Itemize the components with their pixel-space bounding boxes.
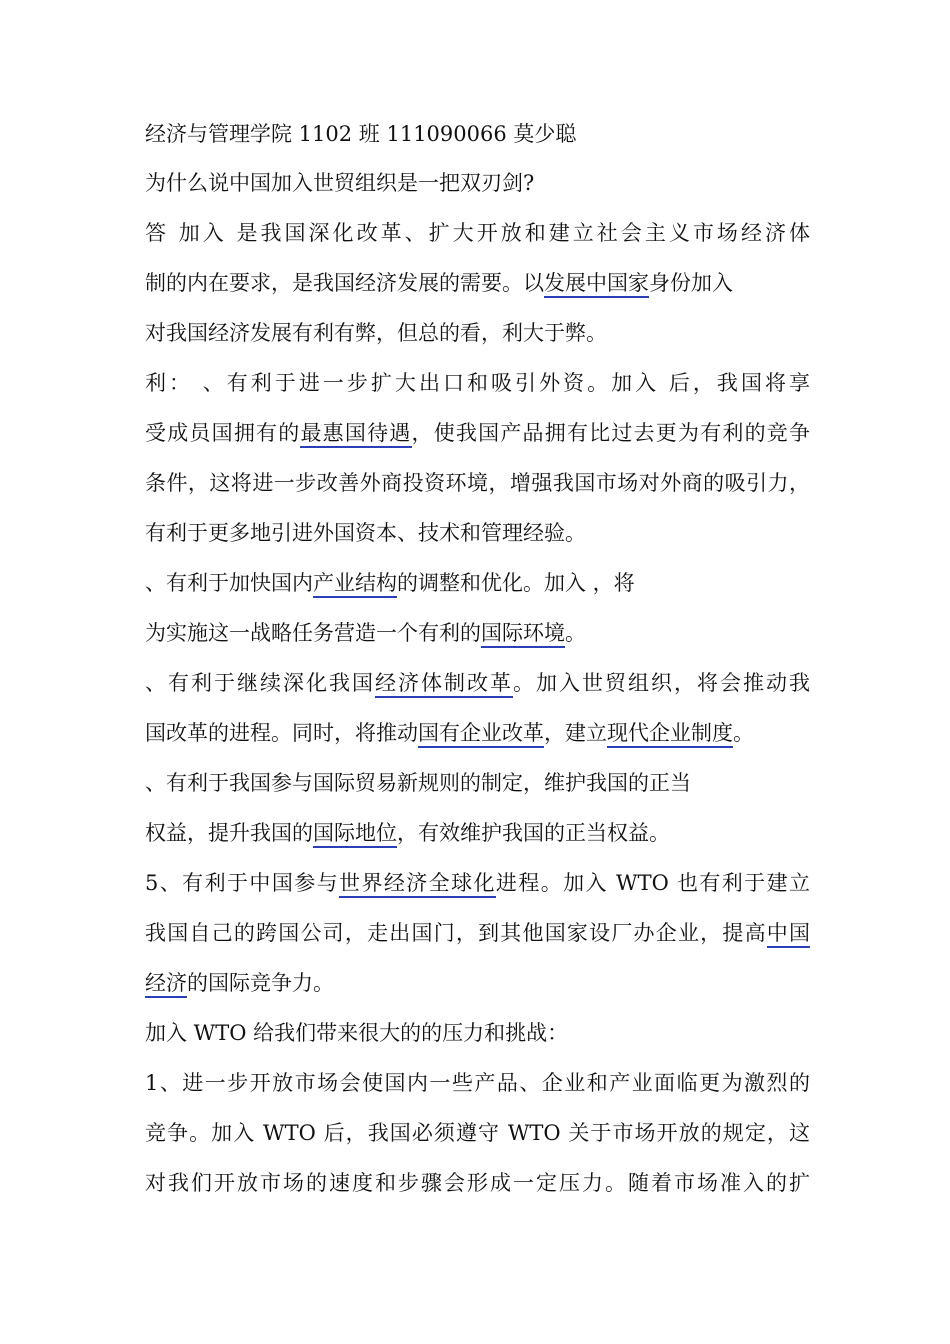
text-segment: 为实施这一战略任务营造一个有利的 [145,621,481,645]
text-line [145,366,810,400]
hyperlink[interactable]: 世界经济全球化 [339,871,496,898]
text-line [145,516,810,550]
text-segment: 竞争。加入 WTO 后，我国必须遵守 WTO 关于市场开放的规定，这 [145,1121,810,1145]
text-line [145,416,810,450]
text-line [145,117,810,151]
text-segment: ，有效维护我国的正当权益。 [397,821,670,845]
text-segment: 进程。加入 WTO 也有利于建立 [495,871,810,895]
text-line [145,466,810,500]
text-line [145,566,810,600]
text-segment: 对我国经济发展有利有弊，但总的看，利大于弊。 [145,321,607,345]
text-segment: 。 [565,621,586,645]
text-segment: 国改革的进程。同时，将推动 [145,721,418,745]
text-segment: 条件，这将进一步改善外商投资环境，增强我国市场对外商的吸引力， [145,471,810,495]
text-line [145,1066,810,1100]
text-segment: 5、有利于中国参与 [145,871,340,895]
text-line [145,916,810,950]
text-segment: 、有利于加快国内 [145,571,313,595]
text-segment: 加入 WTO 给我们带来很大的的压力和挑战： [145,1021,569,1045]
text-line [145,166,810,200]
text-line [145,866,810,900]
text-segment: 身份加入 [649,271,733,295]
hyperlink[interactable]: 经济体制改革 [375,671,513,698]
text-segment: 受成员国拥有的 [145,421,301,445]
text-segment: 的调整和优化。加入 ，将 [397,571,635,595]
text-segment: 为什么说中国加入世贸组织是一把双刃剑? [145,171,535,195]
text-segment: 利： 、有利于进一步扩大出口和吸引外资。加入 后，我国将享 [145,371,810,395]
hyperlink[interactable]: 国际环境 [481,621,565,648]
hyperlink[interactable]: 产业结构 [313,571,397,598]
text-segment: 经济与管理学院 1102 班 111090066 莫少聪 [145,122,577,146]
text-line [145,766,810,800]
text-segment: 我国自己的跨国公司，走出国门，到其他国家设厂办企业，提高 [145,921,767,945]
text-line [145,1166,810,1200]
text-line [145,666,810,700]
text-line [145,266,810,300]
hyperlink[interactable]: 经济 [145,971,187,998]
hyperlink[interactable]: 中国 [767,921,810,948]
hyperlink[interactable]: 国有企业改革 [418,721,544,748]
text-segment: 的国际竞争力。 [187,971,334,995]
text-line [145,966,810,1000]
text-line [145,616,810,650]
text-segment: 、有利于我国参与国际贸易新规则的制定，维护我国的正当 [145,771,691,795]
text-segment: ，建立 [544,721,607,745]
text-segment: 权益，提升我国的 [145,821,313,845]
text-segment: 制的内在要求，是我国经济发展的需要。以 [145,271,544,295]
hyperlink[interactable]: 国际地位 [313,821,397,848]
text-segment: 。 [733,721,754,745]
text-line [145,816,810,850]
text-segment: 答 加入 是我国深化改革、扩大开放和建立社会主义市场经济体 [145,221,810,245]
hyperlink[interactable]: 现代企业制度 [607,721,733,748]
text-segment: ，使我国产品拥有比过去更为有利的竞争 [411,421,810,445]
hyperlink[interactable]: 发展中国家 [544,271,649,298]
text-segment: 、有利于继续深化我国 [145,671,375,695]
text-line [145,216,810,250]
text-line [145,1016,810,1050]
text-segment: 有利于更多地引进外国资本、技术和管理经验。 [145,521,586,545]
text-line [145,716,810,750]
text-segment: 对我们开放市场的速度和步骤会形成一定压力。随着市场准入的扩 [145,1171,810,1195]
text-line [145,316,810,350]
text-segment: 。加入世贸组织，将会推动我 [513,671,810,695]
text-line [145,1116,810,1150]
hyperlink[interactable]: 最惠国待遇 [300,421,411,448]
text-segment: 1、进一步开放市场会使国内一些产品、企业和产业面临更为激烈的 [145,1071,810,1095]
